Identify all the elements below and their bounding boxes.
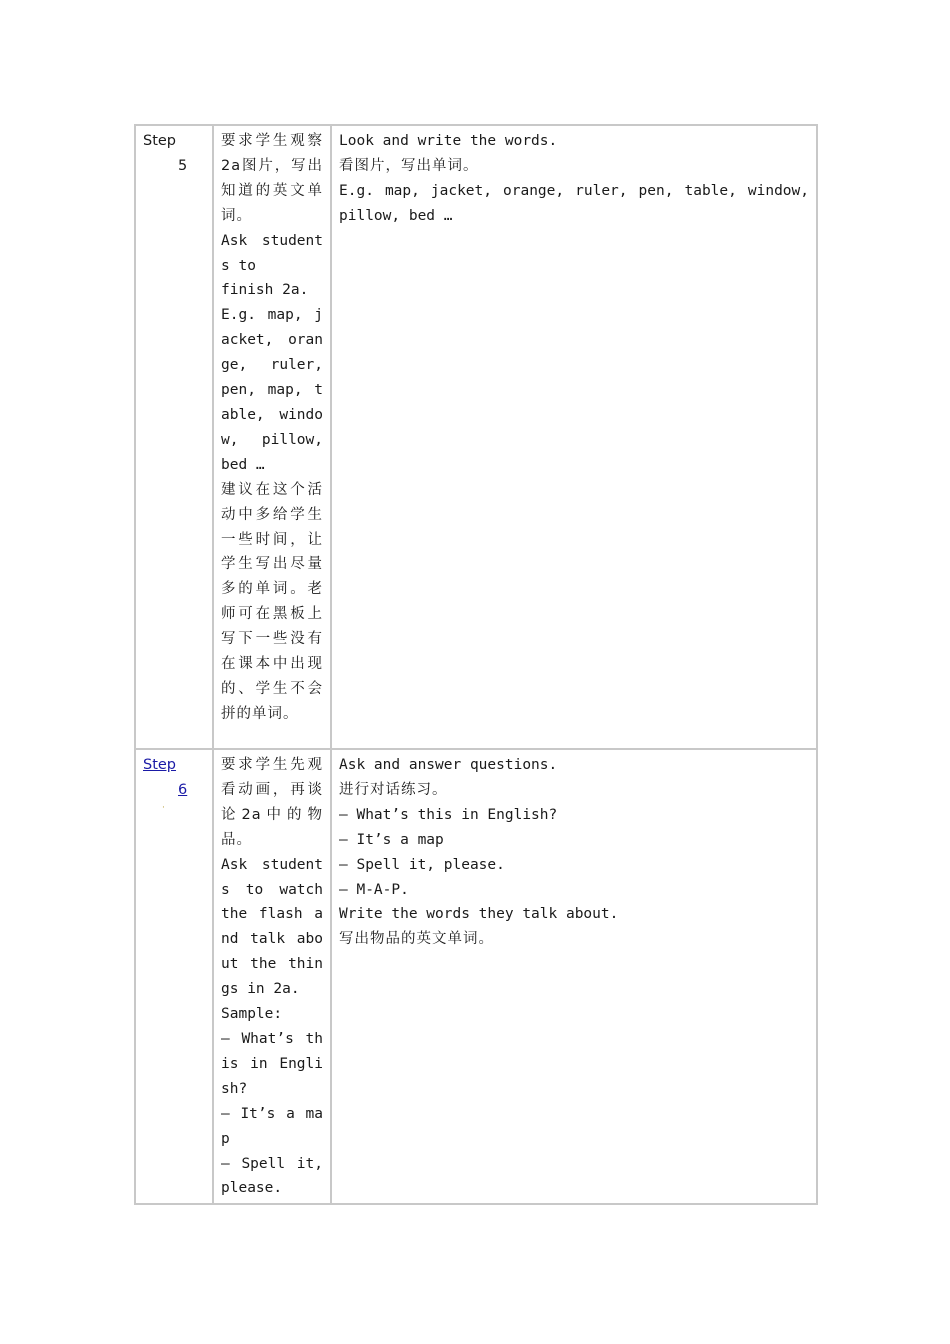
student-activity-cell [331,749,817,1204]
activity-title-zh: 看图片，写出单词。 [339,157,479,174]
teacher-instruction-en: Ask students to watch the flash and talk about the things in 2a. [221,856,323,998]
activity-title: Ask and answer questions. [339,757,558,773]
activity-example: E.g. map, jacket, orange, ruler, pen, table, window, pillow, bed … [339,182,809,224]
sample-line: — It’s a map [221,1105,323,1147]
teacher-instruction-en: Ask students to [221,232,323,274]
step-number: 5 [178,157,188,174]
teacher-notes-cell [213,749,331,1204]
teacher-instruction-zh: 要求学生先观看动画，再谈论2a中的物品。 [221,757,323,848]
sample-label: Sample: [221,1006,283,1023]
teacher-notes-cell [213,125,331,749]
sample-line: — What’s this in English? [221,1030,323,1097]
teacher-instruction-en-cont: finish 2a. [221,282,309,299]
step-cell [135,749,213,1204]
lesson-table [134,124,818,1205]
activity-instruction-zh: 写出物品的英文单词。 [339,931,494,948]
marker-dot: · [162,802,165,813]
table-row [135,125,817,749]
sample-line: — Spell it, please. [221,1155,323,1197]
example-words: E.g. map, jacket, orange, ruler, pen, map, table, window, pillow, bed … [221,307,323,473]
student-activity-cell [331,125,817,749]
step-number-link[interactable]: 6 [178,781,188,798]
dialogue-line: — M-A-P. [339,881,409,898]
dialogue-line: — It’s a map [339,831,444,848]
activity-title-zh: 进行对话练习。 [339,781,448,798]
step-cell [135,125,213,749]
dialogue-line: — Spell it, please. [339,856,505,873]
step-link[interactable]: Step [143,757,177,773]
teacher-instruction-zh: 要求学生观察2a图片，写出知道的英文单词。 [221,133,323,224]
activity-instruction: Write the words they talk about. [339,906,619,923]
teacher-suggestion-zh: 建议在这个活动中多给学生一些时间，让学生写出尽量多的单词。老师可在黑板上写下一些没有在课本中出现的、学生不会拼的单词。 [221,481,323,722]
step-label: Step [143,133,177,149]
activity-title: Look and write the words. [339,133,558,149]
table-row [135,749,817,1204]
dialogue-line: — What’s this in English? [339,806,558,823]
